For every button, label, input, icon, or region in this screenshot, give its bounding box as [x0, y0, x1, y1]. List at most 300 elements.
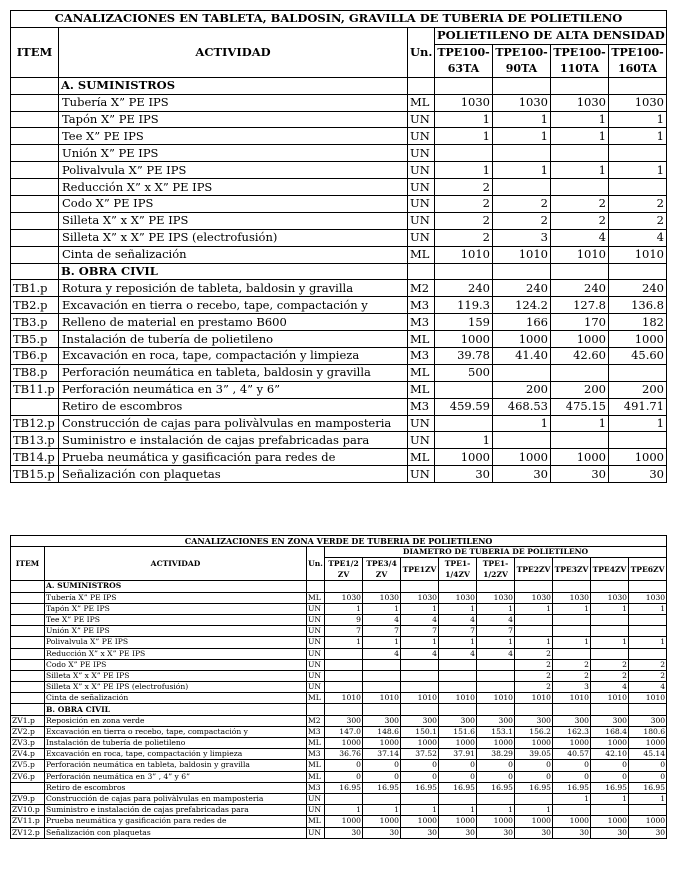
cell-value: 0: [325, 771, 363, 782]
cell-un: ML: [408, 381, 435, 398]
cell-value: 162.3: [553, 726, 591, 737]
cell-value: [401, 670, 439, 681]
cell-value: 1030: [477, 592, 515, 603]
cell-value: [629, 626, 667, 637]
cell-value: 30: [515, 827, 553, 838]
cell-value: 1000: [515, 816, 553, 827]
cell-value: [609, 77, 667, 94]
cell-value: 1000: [493, 331, 551, 348]
section-title: A. SUMINISTROS: [45, 581, 307, 592]
cell-value: 40.57: [553, 749, 591, 760]
cell-value: 1000: [477, 816, 515, 827]
cell-value: [551, 145, 609, 162]
cell-actividad: Polivalvula X” PE IPS: [45, 637, 307, 648]
cell-value: 1: [515, 805, 553, 816]
cell-value: 1010: [325, 693, 363, 704]
cell-value: 30: [553, 827, 591, 838]
cell-value: 7: [325, 626, 363, 637]
sub-header-line-1: TPE4ZV: [592, 564, 627, 574]
cell-actividad: Construcción de cajas para polivàlvulas en mamposteria: [45, 793, 307, 804]
cell-value: 1: [493, 162, 551, 179]
col-header-un: Un.: [307, 547, 325, 581]
cell-value: 240: [435, 280, 493, 297]
cell-value: 491.71: [609, 398, 667, 415]
cell-item: TB6.p: [11, 348, 59, 365]
cell-value: 30: [609, 466, 667, 483]
cell-un: UN: [307, 827, 325, 838]
cell-value: [493, 364, 551, 381]
cell-value: 2: [591, 670, 629, 681]
cell-value: 1010: [591, 693, 629, 704]
cell-value: [553, 648, 591, 659]
cell-value: 1000: [325, 816, 363, 827]
cell-value: 182: [609, 314, 667, 331]
cell-value: 7: [363, 626, 401, 637]
cell-value: 4: [439, 648, 477, 659]
cell-item: [11, 704, 45, 715]
cell-value: [435, 381, 493, 398]
cell-value: 4: [609, 229, 667, 246]
cell-item: [11, 693, 45, 704]
cell-item: [11, 179, 59, 196]
section-row: [11, 704, 667, 715]
cell-value: 300: [553, 715, 591, 726]
cell-item: [11, 626, 45, 637]
cell-value: [363, 704, 401, 715]
cell-un: UN: [307, 614, 325, 625]
cell-un: UN: [307, 659, 325, 670]
cell-item: [11, 111, 59, 128]
col-header-actividad: ACTIVIDAD: [59, 27, 408, 77]
cell-actividad: Reducción X” x X” PE IPS: [45, 648, 307, 659]
cell-value: 1000: [401, 738, 439, 749]
sub-header-cell: [363, 558, 401, 581]
cell-value: [325, 704, 363, 715]
cell-actividad: Rotura y reposición de tableta, baldosin y gravilla: [59, 280, 408, 297]
cell-item: ZV5.p: [11, 760, 45, 771]
cell-value: 37.14: [363, 749, 401, 760]
cell-value: 0: [515, 771, 553, 782]
sub-header-cell: [435, 44, 493, 77]
cell-un: UN: [408, 179, 435, 196]
cell-value: 1010: [477, 693, 515, 704]
cell-value: 1000: [629, 738, 667, 749]
cell-value: 1: [609, 111, 667, 128]
cell-value: 1: [435, 432, 493, 449]
cell-actividad: Excavación en roca, tape, compactación y limpieza: [45, 749, 307, 760]
table-title: CANALIZACIONES EN TABLETA, BALDOSIN, GRAVILLA DE TUBERIA DE POLIETILENO: [11, 11, 667, 28]
cell-value: 39.78: [435, 348, 493, 365]
cell-value: 1000: [435, 331, 493, 348]
cell-value: [629, 581, 667, 592]
cell-value: 0: [363, 760, 401, 771]
table-row: [11, 128, 667, 145]
table-row: [11, 771, 667, 782]
cell-un: UN: [307, 648, 325, 659]
cell-value: 2: [551, 196, 609, 213]
cell-value: 1030: [609, 94, 667, 111]
cell-value: 1010: [515, 693, 553, 704]
sub-header-line-2: 90TA: [505, 61, 538, 75]
table-row: [11, 466, 667, 483]
cell-value: 156.2: [515, 726, 553, 737]
cell-value: 1: [363, 805, 401, 816]
cell-value: 0: [553, 771, 591, 782]
table-row: [11, 162, 667, 179]
cell-un: UN: [307, 682, 325, 693]
cell-value: 0: [477, 760, 515, 771]
cell-value: [591, 614, 629, 625]
cell-actividad: Retiro de escombros: [59, 398, 408, 415]
cell-value: 42.10: [591, 749, 629, 760]
cell-value: 459.59: [435, 398, 493, 415]
cell-value: [439, 682, 477, 693]
cell-value: 1: [553, 793, 591, 804]
cell-item: TB8.p: [11, 364, 59, 381]
cell-value: 0: [401, 760, 439, 771]
cell-un: UN: [307, 626, 325, 637]
cell-actividad: Cinta de señalización: [59, 246, 408, 263]
cell-value: 136.8: [609, 297, 667, 314]
cell-value: [515, 581, 553, 592]
cell-value: 0: [439, 771, 477, 782]
tabla-canalizaciones-zona-verde: [10, 535, 667, 839]
cell-value: 30: [439, 827, 477, 838]
cell-un: M2: [307, 715, 325, 726]
cell-value: 0: [325, 760, 363, 771]
cell-actividad: Retiro de escombros: [45, 782, 307, 793]
sub-header-line-1: TPE1-: [444, 559, 471, 569]
cell-value: 2: [515, 682, 553, 693]
cell-value: 37.52: [401, 749, 439, 760]
cell-value: [325, 682, 363, 693]
cell-value: 16.95: [363, 782, 401, 793]
cell-value: [609, 432, 667, 449]
sub-header-cell: [553, 558, 591, 581]
cell-value: 16.95: [629, 782, 667, 793]
cell-value: 0: [591, 760, 629, 771]
cell-value: 1030: [515, 592, 553, 603]
cell-item: TB2.p: [11, 297, 59, 314]
sub-header-cell: [493, 44, 551, 77]
cell-value: 2: [609, 212, 667, 229]
cell-actividad: Perforación neumática en tableta, baldosin y gravilla: [45, 760, 307, 771]
cell-value: [591, 648, 629, 659]
cell-value: 2: [435, 179, 493, 196]
cell-value: 147.0: [325, 726, 363, 737]
cell-value: 1: [439, 637, 477, 648]
cell-value: [401, 581, 439, 592]
table-row: [11, 398, 667, 415]
cell-value: 7: [401, 626, 439, 637]
table-row: [11, 749, 667, 760]
cell-item: [11, 398, 59, 415]
cell-un: [307, 581, 325, 592]
cell-un: [307, 704, 325, 715]
cell-value: 1010: [551, 246, 609, 263]
cell-value: 4: [401, 614, 439, 625]
table-row: [11, 693, 667, 704]
cell-value: 2: [515, 670, 553, 681]
cell-item: [11, 648, 45, 659]
cell-value: [401, 682, 439, 693]
cell-value: 1000: [401, 816, 439, 827]
cell-item: ZV4.p: [11, 749, 45, 760]
cell-value: 2: [609, 196, 667, 213]
sub-header-line-2: 1/4ZV: [445, 570, 470, 580]
cell-un: UN: [307, 670, 325, 681]
sub-header-line-2: 63TA: [447, 61, 480, 75]
cell-actividad: Perforación neumática en tableta, baldosin y gravilla: [59, 364, 408, 381]
table-row: [11, 715, 667, 726]
table-body: [11, 581, 667, 838]
cell-actividad: Silleta X” x X” PE IPS (electrofusión): [59, 229, 408, 246]
cell-un: M3: [408, 348, 435, 365]
sub-header-cell: [401, 558, 439, 581]
tabla-canalizaciones-tableta: [10, 10, 667, 483]
cell-value: 1010: [609, 246, 667, 263]
cell-value: 150.1: [401, 726, 439, 737]
cell-un: [408, 263, 435, 280]
cell-value: [363, 659, 401, 670]
cell-value: [363, 581, 401, 592]
cell-value: 1: [553, 637, 591, 648]
cell-value: 300: [515, 715, 553, 726]
cell-value: 1010: [439, 693, 477, 704]
cell-value: 300: [629, 715, 667, 726]
cell-un: M3: [307, 726, 325, 737]
cell-value: 38.29: [477, 749, 515, 760]
cell-un: ML: [307, 816, 325, 827]
table-row: [11, 212, 667, 229]
cell-value: [435, 77, 493, 94]
sub-header-line-1: TPE1ZV: [402, 564, 437, 574]
cell-value: 300: [439, 715, 477, 726]
cell-item: [11, 782, 45, 793]
cell-value: 1000: [609, 449, 667, 466]
cell-item: [11, 145, 59, 162]
cell-value: [363, 682, 401, 693]
cell-actividad: Señalización con plaquetas: [45, 827, 307, 838]
cell-value: 1000: [493, 449, 551, 466]
table-row: [11, 592, 667, 603]
cell-value: [477, 581, 515, 592]
cell-value: 475.15: [551, 398, 609, 415]
cell-value: [493, 77, 551, 94]
cell-value: 1010: [553, 693, 591, 704]
sub-header-line-2: 1/2ZV: [483, 570, 508, 580]
cell-value: 1: [477, 637, 515, 648]
sub-header-line-2: 110TA: [559, 61, 600, 75]
cell-value: 1: [551, 111, 609, 128]
col-header-item: ITEM: [11, 547, 45, 581]
cell-value: 2: [493, 212, 551, 229]
cell-un: ML: [307, 693, 325, 704]
table-row: [11, 179, 667, 196]
cell-value: 1030: [401, 592, 439, 603]
cell-value: [629, 648, 667, 659]
cell-value: 170: [551, 314, 609, 331]
cell-actividad: Polivalvula X” PE IPS: [59, 162, 408, 179]
cell-un: ML: [408, 246, 435, 263]
table-row: [11, 145, 667, 162]
cell-actividad: Suministro e instalación de cajas prefabricadas para: [45, 805, 307, 816]
cell-value: 2: [553, 659, 591, 670]
col-header-un: Un.: [408, 27, 435, 77]
cell-un: ML: [307, 738, 325, 749]
cell-value: [551, 432, 609, 449]
cell-value: 1010: [629, 693, 667, 704]
table-row: [11, 381, 667, 398]
cell-value: [439, 581, 477, 592]
cell-actividad: Codo X” PE IPS: [59, 196, 408, 213]
cell-value: 1: [325, 637, 363, 648]
cell-value: 36.76: [325, 749, 363, 760]
cell-value: 1000: [363, 816, 401, 827]
sub-header-cell: [551, 44, 609, 77]
cell-value: 3: [553, 682, 591, 693]
cell-value: 1: [493, 415, 551, 432]
cell-value: 2: [629, 659, 667, 670]
cell-value: 30: [401, 827, 439, 838]
cell-value: 16.95: [439, 782, 477, 793]
cell-value: 1010: [435, 246, 493, 263]
cell-un: UN: [408, 466, 435, 483]
sub-header-line-1: TPE100-: [437, 45, 490, 59]
cell-value: 1030: [363, 592, 401, 603]
cell-value: [363, 670, 401, 681]
table-row: [11, 682, 667, 693]
cell-value: 1030: [493, 94, 551, 111]
cell-value: 119.3: [435, 297, 493, 314]
cell-value: 1000: [439, 738, 477, 749]
cell-item: [11, 659, 45, 670]
table-row: [11, 782, 667, 793]
cell-value: 180.6: [629, 726, 667, 737]
cell-value: 16.95: [515, 782, 553, 793]
cell-un: UN: [408, 229, 435, 246]
cell-item: ZV12.p: [11, 827, 45, 838]
cell-value: 200: [493, 381, 551, 398]
cell-value: 2: [551, 212, 609, 229]
sub-header-line-1: TPE1/2: [328, 559, 359, 569]
cell-value: 30: [493, 466, 551, 483]
cell-value: 1: [439, 805, 477, 816]
cell-value: 1: [629, 793, 667, 804]
cell-value: [629, 614, 667, 625]
cell-value: [439, 659, 477, 670]
cell-value: 300: [591, 715, 629, 726]
cell-value: 124.2: [493, 297, 551, 314]
cell-value: 1: [401, 637, 439, 648]
cell-value: 42.60: [551, 348, 609, 365]
cell-value: 4: [551, 229, 609, 246]
cell-actividad: Excavación en roca, tape, compactación y limpieza: [59, 348, 408, 365]
cell-value: [493, 145, 551, 162]
cell-value: 153.1: [477, 726, 515, 737]
cell-value: 148.6: [363, 726, 401, 737]
cell-item: TB5.p: [11, 331, 59, 348]
cell-item: TB1.p: [11, 280, 59, 297]
table-row: [11, 246, 667, 263]
sub-header-line-2: 160TA: [617, 61, 658, 75]
cell-value: 0: [591, 771, 629, 782]
sub-header-line-1: TPE100-: [495, 45, 548, 59]
cell-value: [553, 704, 591, 715]
cell-value: 1: [363, 603, 401, 614]
cell-value: 0: [553, 760, 591, 771]
cell-value: 1: [591, 793, 629, 804]
cell-value: [609, 364, 667, 381]
cell-value: 7: [439, 626, 477, 637]
section-row: [11, 581, 667, 592]
cell-value: [493, 179, 551, 196]
cell-item: [11, 94, 59, 111]
cell-value: [477, 659, 515, 670]
cell-actividad: Señalización con plaquetas: [59, 466, 408, 483]
cell-value: 1010: [401, 693, 439, 704]
table-row: [11, 111, 667, 128]
cell-value: 4: [439, 614, 477, 625]
cell-value: [553, 581, 591, 592]
sub-header-cell: [609, 44, 667, 77]
cell-item: [11, 263, 59, 280]
cell-un: [408, 77, 435, 94]
cell-value: 0: [477, 771, 515, 782]
table-row: [11, 432, 667, 449]
cell-value: 45.14: [629, 749, 667, 760]
cell-value: 0: [629, 771, 667, 782]
sub-header-cell: [515, 558, 553, 581]
cell-value: 300: [325, 715, 363, 726]
cell-item: ZV6.p: [11, 771, 45, 782]
cell-value: 4: [363, 614, 401, 625]
cell-value: 41.40: [493, 348, 551, 365]
cell-value: [629, 704, 667, 715]
table-row: [11, 793, 667, 804]
cell-value: 166: [493, 314, 551, 331]
sub-header-line-1: TPE100-: [553, 45, 606, 59]
cell-value: 127.8: [551, 297, 609, 314]
cell-value: 1030: [551, 94, 609, 111]
cell-actividad: Construcción de cajas para polivàlvulas en mamposteria: [59, 415, 408, 432]
cell-item: TB15.p: [11, 466, 59, 483]
cell-value: [401, 793, 439, 804]
cell-value: 4: [363, 648, 401, 659]
cell-value: 1000: [551, 449, 609, 466]
cell-value: 4: [591, 682, 629, 693]
cell-value: [515, 704, 553, 715]
table-row: [11, 297, 667, 314]
cell-value: 2: [435, 212, 493, 229]
cell-item: ZV2.p: [11, 726, 45, 737]
table-row: [11, 738, 667, 749]
sub-header-cell: [477, 558, 515, 581]
cell-value: [325, 670, 363, 681]
cell-actividad: Relleno de material en prestamo B600: [59, 314, 408, 331]
cell-value: [553, 614, 591, 625]
cell-un: ML: [408, 449, 435, 466]
cell-value: 1: [401, 603, 439, 614]
sub-header-cell: [439, 558, 477, 581]
cell-value: 0: [515, 760, 553, 771]
cell-value: [553, 626, 591, 637]
cell-un: M3: [408, 314, 435, 331]
cell-item: [11, 670, 45, 681]
sub-header-line-1: TPE2ZV: [516, 564, 551, 574]
cell-un: M2: [408, 280, 435, 297]
cell-value: 1: [493, 111, 551, 128]
